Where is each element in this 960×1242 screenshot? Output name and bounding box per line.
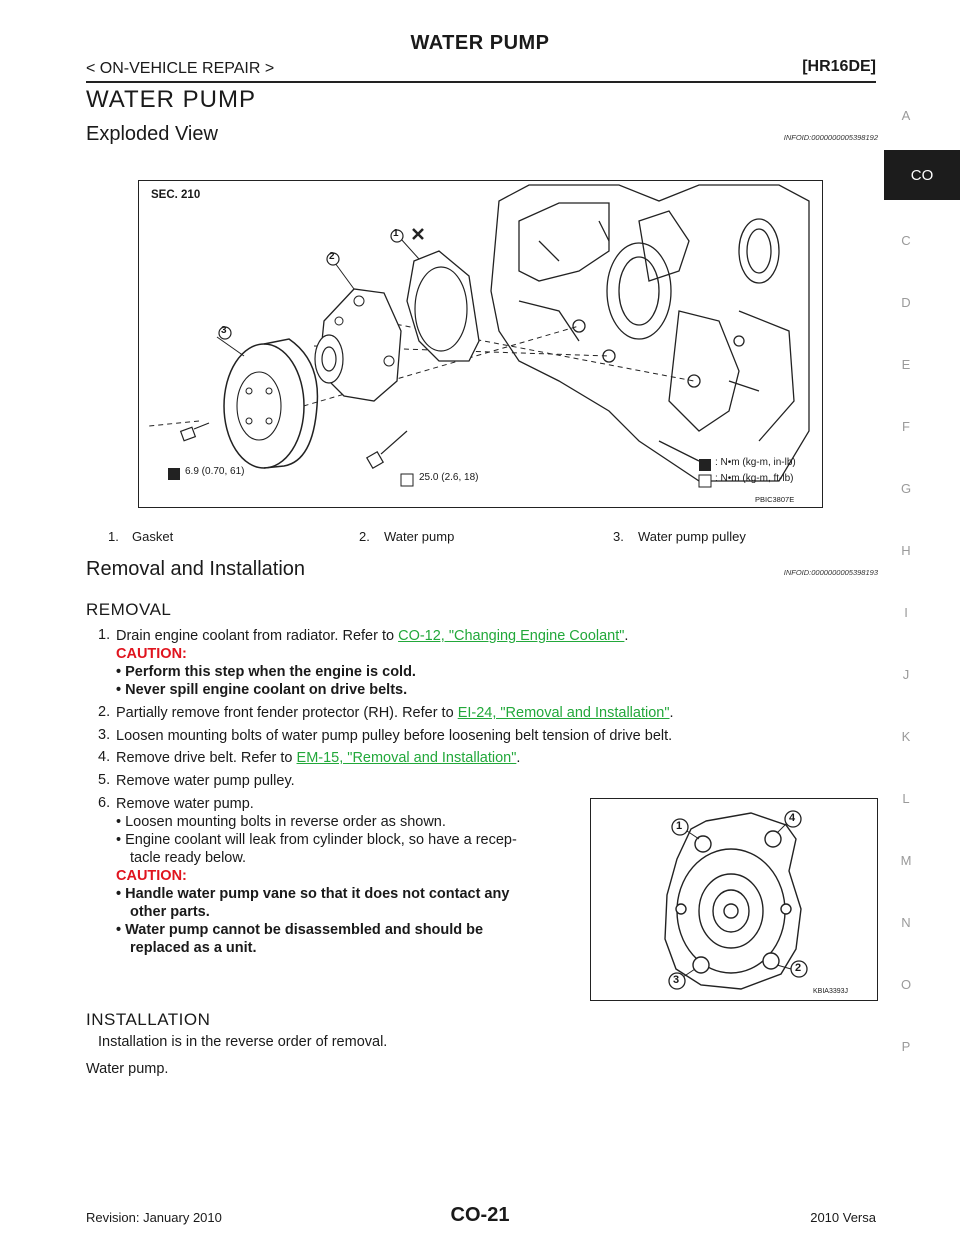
installation-heading: INSTALLATION [86,1010,211,1029]
legend-num-1: 1. [108,529,119,544]
legend-label-2: Water pump [384,529,455,544]
side-index-e[interactable]: E [901,357,911,372]
header-section: < ON-VEHICLE REPAIR > [86,60,275,77]
bolt-callout-2: 2 [795,962,802,974]
installation-tail: Water pump. [86,1061,169,1077]
step-4-text: Remove drive belt. Refer to EM-15, "Removal and Installation". [116,750,521,766]
bolt-callout-1: 1 [676,820,683,832]
bolt-order-figure [590,798,878,1001]
footer-model: 2010 Versa [810,1210,876,1225]
exploded-view-heading: Exploded View [86,123,218,145]
step-6-bullet-2a: • Engine coolant will leak from cylinder block, so have a recep- [116,832,517,848]
footer-page-number: CO-21 [450,1204,510,1226]
removal-heading: REMOVAL [86,600,172,619]
step-1-text: Drain engine coolant from radiator. Refer to CO-12, "Changing Engine Coolant". [116,628,629,644]
replace-mark-icon [413,229,423,239]
side-index-c[interactable]: C [901,233,911,248]
side-index-n[interactable]: N [901,915,911,930]
callout-3: 3 [221,325,227,336]
step-6-caution-1a: • Handle water pump vane so that it does not contact any [116,886,510,902]
callout-1: 1 [393,228,399,239]
removal-installation-heading: Removal and Installation [86,558,306,580]
torque-left: 6.9 (0.70, 61) [185,466,245,477]
legend-num-3: 3. [613,529,624,544]
figure-sec-label: SEC. 210 [151,189,201,201]
main-title: WATER PUMP [86,86,256,113]
legend-num-2: 2. [359,529,370,544]
bolt-order-drawing [591,799,876,999]
bolt-callout-4: 4 [789,812,796,824]
step-1-caution: CAUTION: [116,646,187,662]
step-6-num: 6. [98,795,111,811]
step-6-caution: CAUTION: [116,868,187,884]
side-index-a[interactable]: A [901,108,911,123]
step-1-num: 1. [98,627,111,643]
step-5-text: Remove water pump pulley. [116,773,295,789]
side-index-k[interactable]: K [901,729,911,744]
link-ei-24[interactable]: EI-24, "Removal and Installation" [457,705,670,721]
torque-center: 25.0 (2.6, 18) [419,472,479,483]
side-index-f[interactable]: F [902,419,910,434]
exploded-view-figure [138,180,823,508]
side-index-d[interactable]: D [901,295,911,310]
legend-label-3: Water pump pulley [638,529,746,544]
torque-legend-2: : N•m (kg-m, ft-lb) [715,473,794,484]
link-co-12[interactable]: CO-12, "Changing Engine Coolant" [398,628,625,644]
step-2-num: 2. [98,704,111,720]
side-index-p[interactable]: P [901,1039,911,1054]
step-4-num: 4. [98,749,111,765]
step-6-caution-2b: replaced as a unit. [130,940,257,956]
installation-text: Installation is in the reverse order of removal. [98,1034,388,1050]
step-1-caution-bullet-2: • Never spill engine coolant on drive belts. [116,682,408,698]
step-3-num: 3. [98,727,111,743]
step-2-text: Partially remove front fender protector (RH). Refer to EI-24, "Removal and Installation". [116,705,674,721]
legend-label-1: Gasket [132,529,174,544]
side-index-o[interactable]: O [900,977,912,992]
side-index-m[interactable]: M [900,853,912,868]
removal-installation-infoid: INFOID:0000000005398193 [783,568,878,577]
figure2-code: KBIA3393J [813,988,849,995]
step-6-bullet-1: • Loosen mounting bolts in reverse order as shown. [116,814,446,830]
step-5-num: 5. [98,772,111,788]
step-6-caution-2a: • Water pump cannot be disassembled and should be [116,922,484,938]
side-index-j[interactable]: J [902,667,910,682]
side-index-co-active[interactable]: CO [884,150,960,200]
bolt-callout-3: 3 [673,974,680,986]
header-rule [86,81,876,83]
exploded-view-infoid: INFOID:0000000005398192 [783,133,878,142]
side-index-h[interactable]: H [901,543,911,558]
step-6-caution-1b: other parts. [130,904,210,920]
figure-code: PBIC3807E [755,495,795,504]
callout-2: 2 [329,251,335,262]
link-em-15[interactable]: EM-15, "Removal and Installation" [296,750,517,766]
side-index-l[interactable]: L [902,791,910,806]
header-engine-code: [HR16DE] [802,58,876,75]
step-3-text: Loosen mounting bolts of water pump pulley before loosening belt tension of drive belt. [116,728,673,744]
torque-legend-1: : N•m (kg-m, in-lb) [715,457,796,468]
step-6-text: Remove water pump. [116,796,254,812]
step-1-caution-bullet-1: • Perform this step when the engine is cold. [116,664,416,680]
side-index-i[interactable]: I [904,605,908,620]
footer-revision: Revision: January 2010 [86,1210,222,1225]
side-index-g[interactable]: G [900,481,912,496]
page-header-title: WATER PUMP [410,32,550,54]
step-6-bullet-2b: tacle ready below. [130,850,247,866]
